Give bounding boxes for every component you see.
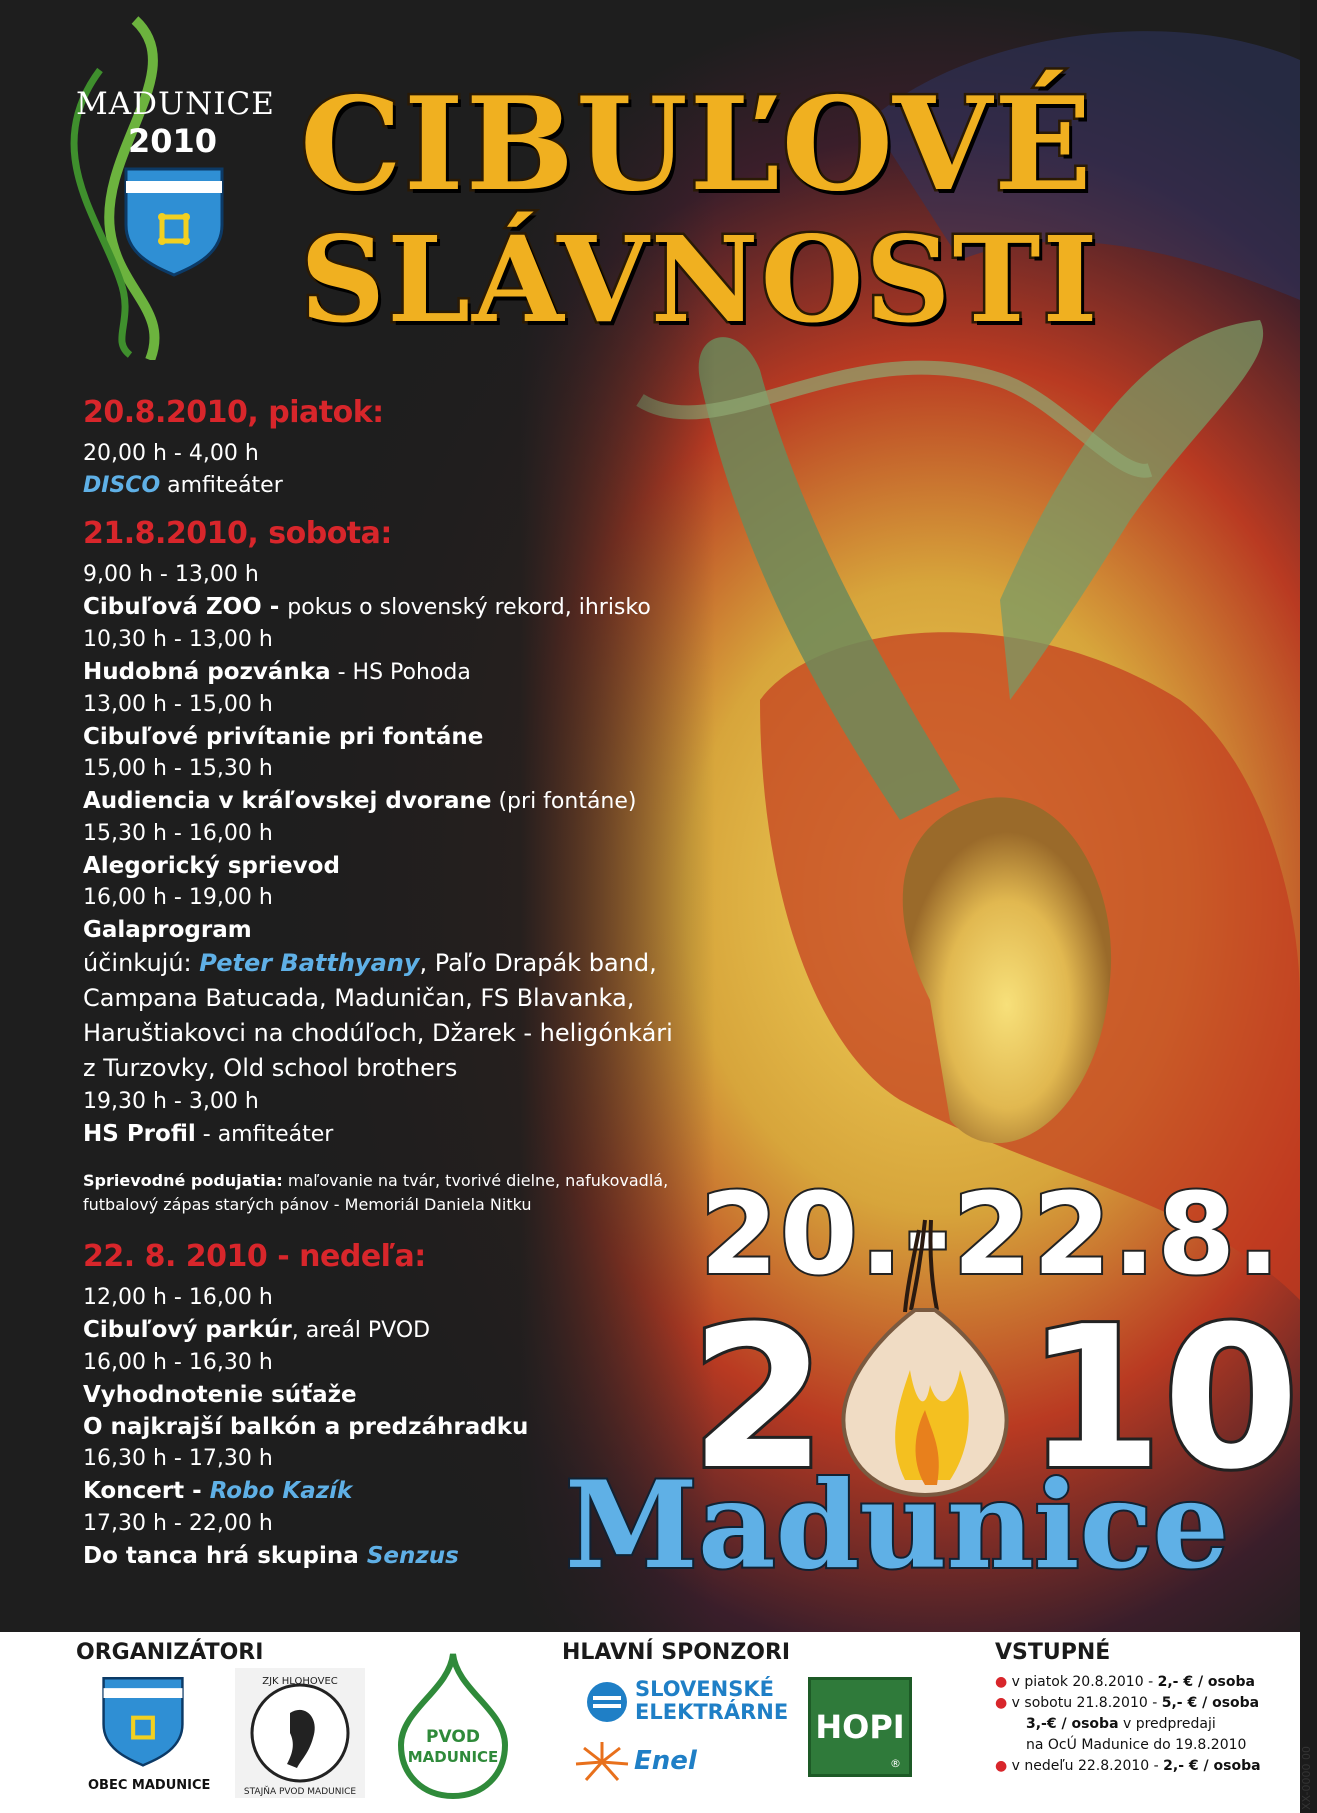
day2-event-4 — [83, 785, 723, 818]
enel-logo: Enel — [634, 1746, 697, 1776]
day2-time-1: 9,00 h - 13,00 h — [83, 562, 259, 587]
disco-venue: amfiteáter — [160, 473, 283, 498]
event-detail: - HS Pohoda — [330, 660, 471, 685]
performers-label: účinkujú: — [83, 949, 200, 977]
ticket-price: 2,- € / osoba — [1163, 1758, 1261, 1774]
pvod-text-1: PVOD — [426, 1727, 480, 1747]
pvod-logo — [395, 1650, 511, 1800]
event-detail: pokus o slovenský rekord, ihrisko — [287, 595, 651, 620]
side-events-line-1 — [83, 1169, 723, 1193]
day2-event-5: Alegorický sprievod — [83, 853, 340, 879]
galaprogram-line-2: Campana Batucada, Maduničan, FS Blavanka, — [83, 984, 635, 1012]
star-performer: Peter Batthyany — [199, 949, 420, 977]
day2-event-3: Cibuľové privítanie pri fontáne — [83, 724, 484, 750]
concert-performer: Robo Kazík — [209, 1478, 353, 1504]
ticket-row-presale — [995, 1714, 1261, 1735]
event-title: Audiencia v kráľovskej dvorane — [83, 788, 492, 814]
ticket-day: v nedeľu 22.8.2010 - — [1011, 1758, 1164, 1774]
ticket-price: 2,- € / osoba — [1157, 1674, 1255, 1690]
ticket-day: v piatok 20.8.2010 - — [1011, 1674, 1158, 1690]
event-detail: - amfiteáter — [195, 1122, 334, 1147]
bullet-icon: ● — [995, 1674, 1012, 1690]
day2-event-7 — [83, 1118, 723, 1151]
sponsors-heading: HLAVNÍ SPONZORI — [562, 1640, 791, 1665]
event-title: Cibuľová ZOO - — [83, 594, 288, 620]
day3-event-2-line-2: O najkrajší balkón a predzáhradku — [83, 1414, 529, 1440]
event-title: HS Profil — [83, 1121, 196, 1147]
stable-text-bottom: STAJŇA PVOD MADUNICE — [243, 1787, 357, 1797]
hopi-logo — [808, 1677, 912, 1777]
presale-price: 3,-€ / osoba — [1026, 1716, 1119, 1732]
ticket-price: 5,- € / osoba — [1161, 1695, 1260, 1711]
print-code: XX-0000 00 — [1300, 1746, 1313, 1810]
slovenske-elektrarne-logo — [635, 1678, 788, 1724]
se-line-2: ELEKTRÁRNE — [635, 1700, 789, 1724]
side-events-line-2: futbalový zápas starých pánov - Memoriál Daniela Nitku — [83, 1195, 532, 1214]
day3-time-1: 12,00 h - 16,00 h — [83, 1285, 273, 1310]
disco-label: DISCO — [83, 473, 161, 498]
bullet-icon: ● — [995, 1695, 1012, 1711]
event-detail: (pri fontáne) — [491, 789, 637, 814]
day2-time-3: 13,00 h - 15,00 h — [83, 692, 273, 717]
slovenske-elektrarne-icon — [585, 1680, 629, 1724]
coat-of-arms-icon — [122, 165, 226, 277]
place-name: Madunice — [565, 1455, 1229, 1596]
day3-event-1 — [83, 1314, 723, 1347]
festival-date-range: 20.-22.8. — [700, 1170, 1282, 1300]
bullet-icon: ● — [995, 1758, 1012, 1774]
galaprogram-line-3: Haruštiakovci na chodúľoch, Džarek - heligónkári — [83, 1019, 673, 1047]
day2-time-2: 10,30 h - 13,00 h — [83, 627, 273, 652]
event-title: Cibuľový parkúr — [83, 1317, 292, 1343]
hopi-text: HOPI — [815, 1708, 905, 1746]
hopi-registered-mark: ® — [890, 1757, 901, 1770]
title-line-1: CIBUĽOVÉ — [300, 70, 1094, 220]
day1-time: 20,00 h - 4,00 h — [83, 441, 259, 466]
ticket-row-friday — [995, 1672, 1261, 1693]
day2-time-6: 16,00 h - 19,00 h — [83, 885, 273, 910]
event-title: Hudobná pozvánka — [83, 659, 331, 685]
day2-event-1 — [83, 591, 723, 624]
obec-caption: OBEC MADUNICE — [88, 1778, 211, 1793]
brand-name: MADUNICE — [76, 86, 275, 122]
day3-event-2-line-1: Vyhodnotenie súťaže — [83, 1382, 357, 1408]
event-detail: , areál PVOD — [291, 1318, 431, 1343]
day2-event-6: Galaprogram — [83, 917, 252, 943]
ticket-row-presale-place: na OcÚ Madunice do 19.8.2010 — [1026, 1737, 1247, 1753]
day3-time-2: 16,00 h - 16,30 h — [83, 1350, 273, 1375]
galaprogram-line-1 — [83, 946, 723, 981]
ticket-row-sunday — [995, 1756, 1261, 1777]
day2-time-5: 15,30 h - 16,00 h — [83, 821, 273, 846]
galaprogram-line-4: z Turzovky, Old school brothers — [83, 1054, 458, 1082]
obec-coat-of-arms-icon — [100, 1675, 186, 1767]
day2-heading: 21.8.2010, sobota: — [83, 516, 392, 551]
day1-heading: 20.8.2010, piatok: — [83, 395, 384, 430]
day1-event — [83, 470, 723, 502]
day3-time-3: 16,30 h - 17,30 h — [83, 1446, 273, 1471]
side-events-text: maľovanie na tvár, tvorivé dielne, nafukovadlá, — [282, 1171, 669, 1190]
enel-sun-icon — [572, 1740, 632, 1784]
day2-event-2 — [83, 656, 723, 689]
performers-rest: , Paľo Drapák band, — [419, 949, 657, 977]
event-title: Koncert - — [83, 1478, 210, 1504]
brand-year: 2010 — [128, 122, 218, 160]
ticket-row-saturday — [995, 1693, 1261, 1714]
side-events-label: Sprievodné podujatia: — [83, 1171, 283, 1190]
stable-text-top: ZJK HLOHOVEC — [262, 1676, 338, 1687]
pvod-text-2: MADUNICE — [407, 1748, 499, 1766]
title-line-2: SLÁVNOSTI — [300, 210, 1100, 349]
tickets-heading: VSTUPNÉ — [995, 1640, 1111, 1665]
event-title: Do tanca hrá skupina — [83, 1543, 367, 1569]
ticket-prices — [995, 1672, 1261, 1777]
day3-time-4: 17,30 h - 22,00 h — [83, 1511, 273, 1536]
year-digits-10: 10 — [1026, 1285, 1300, 1513]
year-digit-2: 2 — [690, 1285, 827, 1513]
presale-label: v predpredaji — [1118, 1716, 1216, 1732]
day3-heading: 22. 8. 2010 - nedeľa: — [83, 1239, 426, 1274]
se-line-1: SLOVENSKÉ — [635, 1677, 774, 1701]
ticket-day: v sobotu 21.8.2010 - — [1011, 1695, 1162, 1711]
day2-time-7: 19,30 h - 3,00 h — [83, 1089, 259, 1114]
stable-logo — [235, 1668, 365, 1798]
day2-time-4: 15,00 h - 15,30 h — [83, 756, 273, 781]
organizers-heading: ORGANIZÁTORI — [76, 1640, 264, 1665]
program-schedule — [83, 395, 723, 1573]
band-name: Senzus — [366, 1543, 459, 1569]
